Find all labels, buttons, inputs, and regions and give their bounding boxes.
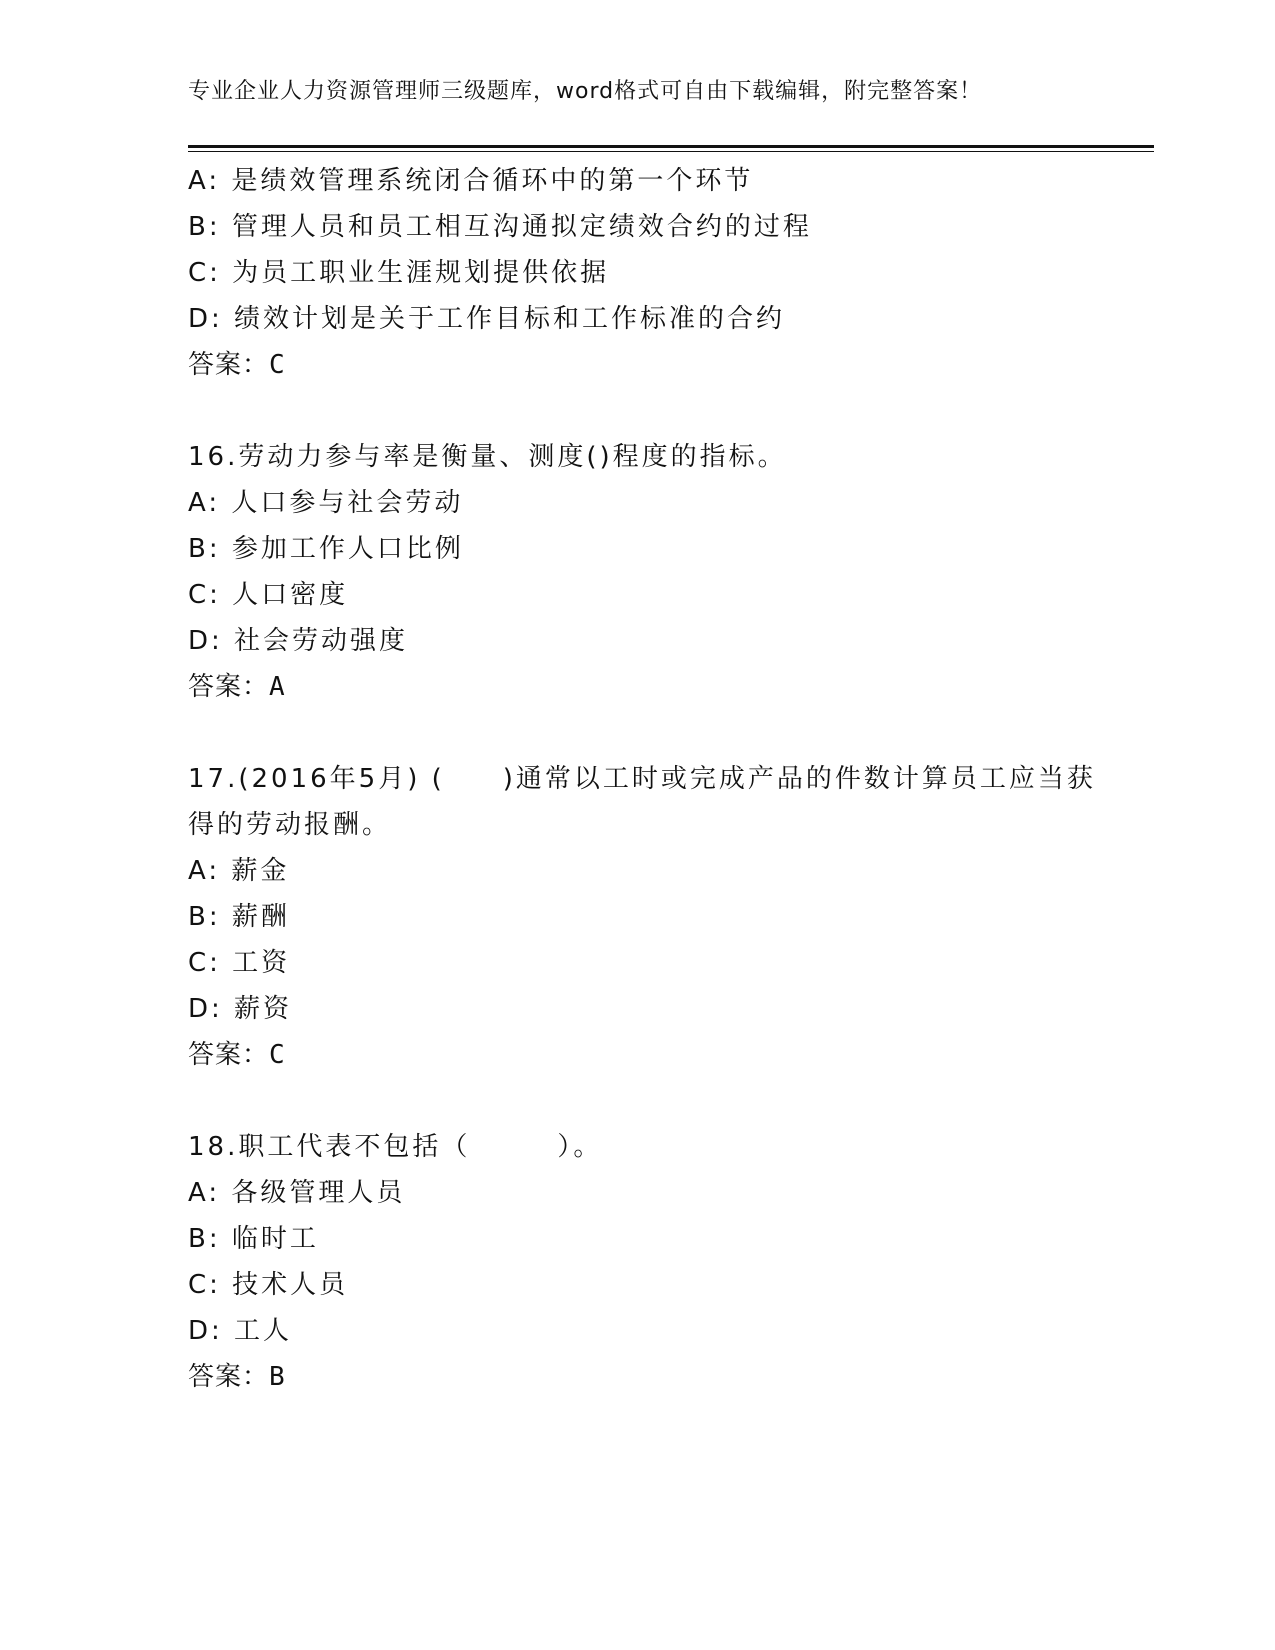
answer-label: 答案： xyxy=(188,350,270,380)
option-b: B: 临时工 xyxy=(188,1224,319,1254)
option-a: A: 薪金 xyxy=(188,856,290,886)
question-list xyxy=(188,158,1108,1400)
question-text: 18.职工代表不包括（ ）。 xyxy=(188,1132,603,1162)
question-15 xyxy=(188,158,1108,388)
answer-label: 答案： xyxy=(188,672,270,702)
option-d: D: 工人 xyxy=(188,1316,293,1346)
answer xyxy=(188,1354,1108,1400)
option-a: A: 是绩效管理系统闭合循环中的第一个环节 xyxy=(188,166,754,196)
answer-value: C xyxy=(269,1040,286,1070)
answer-value: B xyxy=(269,1362,286,1392)
question-text: 16.劳动力参与率是衡量、测度()程度的指标。 xyxy=(188,442,787,472)
option-d: D: 绩效计划是关于工作目标和工作标准的合约 xyxy=(188,304,786,334)
spacer xyxy=(188,710,1108,756)
header-divider-thick xyxy=(188,145,1154,148)
option-b: B: 薪酬 xyxy=(188,902,290,932)
header-divider-thin xyxy=(188,151,1154,152)
answer xyxy=(188,1032,1108,1078)
option-b: B: 参加工作人口比例 xyxy=(188,534,464,564)
answer xyxy=(188,342,1108,388)
option-c: C: 人口密度 xyxy=(188,580,349,610)
page-header: 专业企业人力资源管理师三级题库，word格式可自由下载编辑，附完整答案！ xyxy=(188,79,983,104)
question-16 xyxy=(188,434,1108,710)
spacer xyxy=(188,1078,1108,1124)
spacer xyxy=(188,388,1108,434)
option-c: C: 为员工职业生涯规划提供依据 xyxy=(188,258,610,288)
answer-label: 答案： xyxy=(188,1362,270,1392)
option-a: A: 各级管理人员 xyxy=(188,1178,406,1208)
question-text: 17.(2016年5月) ( )通常以工时或完成产品的件数计算员工应当获得的劳动报酬。 xyxy=(188,764,1096,840)
question-18 xyxy=(188,1124,1108,1400)
option-c: C: 技术人员 xyxy=(188,1270,349,1300)
option-a: A: 人口参与社会劳动 xyxy=(188,488,464,518)
answer xyxy=(188,664,1108,710)
option-b: B: 管理人员和员工相互沟通拟定绩效合约的过程 xyxy=(188,212,812,242)
question-17 xyxy=(188,756,1108,1078)
answer-value: C xyxy=(269,350,286,380)
option-c: C: 工资 xyxy=(188,948,291,978)
answer-value: A xyxy=(269,672,286,702)
answer-label: 答案： xyxy=(188,1040,270,1070)
option-d: D: 社会劳动强度 xyxy=(188,626,409,656)
option-d: D: 薪资 xyxy=(188,994,293,1024)
